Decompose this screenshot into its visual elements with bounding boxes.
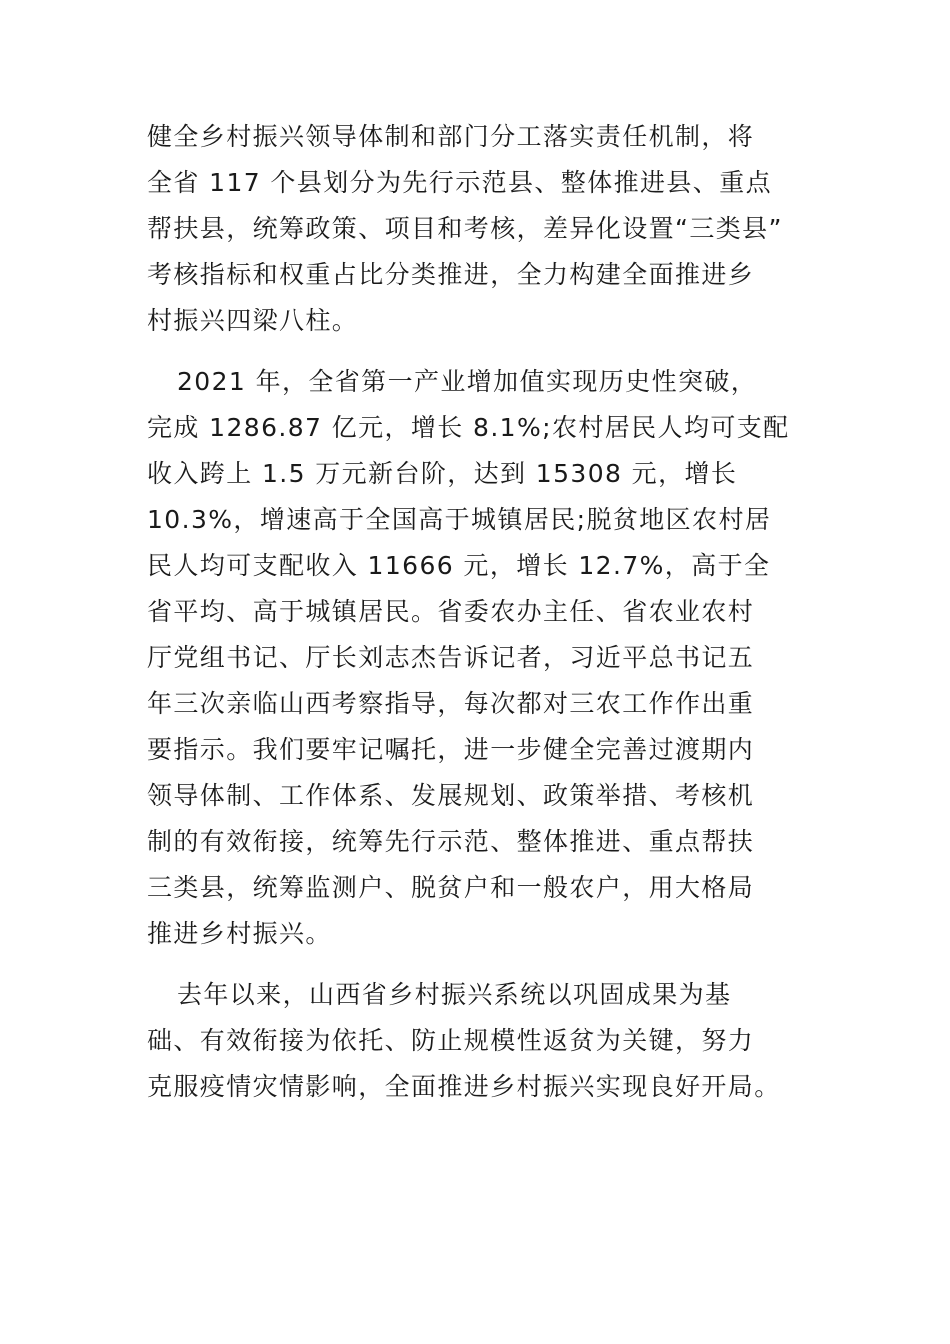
- paragraph-1: [147, 114, 807, 344]
- text-line: 10.3%，增速高于全国高于城镇居民;脱贫地区农村居: [147, 505, 772, 534]
- paragraph-3: [147, 972, 807, 1110]
- text-line: 村振兴四梁八柱。: [147, 306, 359, 335]
- text-line: 完成 1286.87 亿元，增长 8.1%;农村居民人均可支配: [147, 413, 790, 442]
- text-line: 三类县，统筹监测户、脱贫户和一般农户，用大格局: [147, 873, 755, 902]
- text-line: 础、有效衔接为依托、防止规模性返贫为关键，努力: [147, 1026, 755, 1055]
- text-line: 推进乡村振兴。: [147, 919, 332, 948]
- text-line: 要指示。我们要牢记嘱托，进一步健全完善过渡期内: [147, 735, 755, 764]
- text-line: 年三次亲临山西考察指导，每次都对三农工作作出重: [147, 689, 755, 718]
- article-body: [147, 114, 807, 1125]
- text-line: 健全乡村振兴领导体制和部门分工落实责任机制，将: [147, 122, 755, 151]
- text-line: 帮扶县，统筹政策、项目和考核，差异化设置“三类县”: [147, 214, 783, 243]
- text-line: 克服疫情灾情影响，全面推进乡村振兴实现良好开局。: [147, 1072, 781, 1101]
- text-line: 省平均、高于城镇居民。省委农办主任、省农业农村: [147, 597, 755, 626]
- text-line: 收入跨上 1.5 万元新台阶，达到 15308 元，增长: [147, 459, 738, 488]
- text-line: 领导体制、工作体系、发展规划、政策举措、考核机: [147, 781, 755, 810]
- text-line: 制的有效衔接，统筹先行示范、整体推进、重点帮扶: [147, 827, 755, 856]
- text-line: 去年以来，山西省乡村振兴系统以巩固成果为基: [177, 980, 732, 1009]
- text-line: 民人均可支配收入 11666 元，增长 12.7%，高于全: [147, 551, 771, 580]
- text-line: 厅党组书记、厅长刘志杰告诉记者，习近平总书记五: [147, 643, 755, 672]
- paragraph-2: [147, 359, 807, 957]
- text-line: 全省 117 个县划分为先行示范县、整体推进县、重点: [147, 168, 773, 197]
- text-line: 2021 年，全省第一产业增加值实现历史性突破，: [177, 367, 758, 396]
- text-line: 考核指标和权重占比分类推进，全力构建全面推进乡: [147, 260, 755, 289]
